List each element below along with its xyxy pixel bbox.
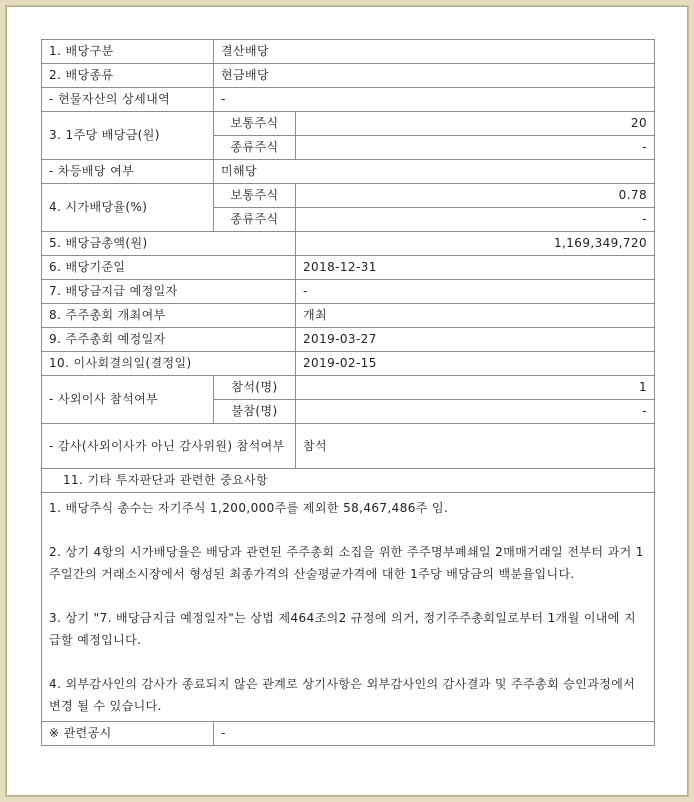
row-value: 현금배당 [214, 64, 655, 88]
row-value: - [296, 280, 655, 304]
row-value: 20 [296, 112, 655, 136]
note-paragraph: 1. 배당주식 총수는 자기주식 1,200,000주를 제외한 58,467,486주 임. [49, 501, 449, 515]
row-value: 2019-03-27 [296, 328, 655, 352]
row-value: 개최 [296, 304, 655, 328]
table-row [42, 64, 655, 88]
sub-label: 종류주식 [214, 136, 296, 160]
row-value: - [296, 208, 655, 232]
row-label: - 감사(사외이사가 아닌 감사위원) 참석여부 [42, 424, 296, 469]
row-label: - 차등배당 여부 [42, 160, 214, 184]
sub-label: 보통주식 [214, 112, 296, 136]
row-label: 7. 배당금지급 예정일자 [42, 280, 296, 304]
row-label: 4. 시가배당율(%) [42, 184, 214, 232]
note-paragraph: 3. 상기 "7. 배당금지급 예정일자"는 상법 제464조의2 규정에 의거, 정기주주총회일로부터 1개월 이내에 지급할 예정입니다. [49, 611, 636, 647]
table-row [42, 280, 655, 304]
table-row [42, 160, 655, 184]
row-label: 5. 배당금총액(원) [42, 232, 296, 256]
table-row [42, 424, 655, 469]
row-value: 2018-12-31 [296, 256, 655, 280]
row-label: 6. 배당기준일 [42, 256, 296, 280]
table-row [42, 256, 655, 280]
sub-label: 참석(명) [214, 376, 296, 400]
row-value: - [214, 88, 655, 112]
note-paragraph: 2. 상기 4항의 시가배당율은 배당과 관련된 주주총회 소집을 위한 주주명부폐쇄일 2매매거래일 전부터 과거 1주일간의 거래소시장에서 형성된 최종가격의 산술평균가격에 대한 1주당 배당금의 백분율입니다. [49, 545, 644, 581]
table-row [42, 722, 655, 746]
table-row [42, 40, 655, 64]
notes-content [42, 493, 655, 722]
notes-title: 11. 기타 투자판단과 관련한 중요사항 [42, 469, 655, 493]
row-value: - [214, 722, 655, 746]
row-label: 9. 주주총회 예정일자 [42, 328, 296, 352]
row-value: 2019-02-15 [296, 352, 655, 376]
table-row [42, 184, 655, 208]
table-row [42, 469, 655, 493]
row-label: ※ 관련공시 [42, 722, 214, 746]
table-row [42, 232, 655, 256]
table-row [42, 112, 655, 136]
table-row [42, 304, 655, 328]
dividend-disclosure-table [41, 39, 655, 746]
sub-label: 불참(명) [214, 400, 296, 424]
row-value: - [296, 136, 655, 160]
row-label: 3. 1주당 배당금(원) [42, 112, 214, 160]
row-label: 10. 이사회결의일(결정일) [42, 352, 296, 376]
table-row [42, 328, 655, 352]
row-value: 미해당 [214, 160, 655, 184]
row-label: - 사외이사 참석여부 [42, 376, 214, 424]
row-value: 1,169,349,720 [296, 232, 655, 256]
row-value: - [296, 400, 655, 424]
row-label: 1. 배당구분 [42, 40, 214, 64]
table-row [42, 493, 655, 722]
row-label: 2. 배당종류 [42, 64, 214, 88]
row-label: - 현물자산의 상세내역 [42, 88, 214, 112]
row-value: 0.78 [296, 184, 655, 208]
sub-label: 보통주식 [214, 184, 296, 208]
row-value: 1 [296, 376, 655, 400]
table-row [42, 352, 655, 376]
row-value: 결산배당 [214, 40, 655, 64]
note-paragraph: 4. 외부감사인의 감사가 종료되지 않은 관계로 상기사항은 외부감사인의 감사결과 및 주주총회 승인과정에서 변경 될 수 있습니다. [49, 677, 636, 713]
table-row [42, 376, 655, 400]
table-row [42, 88, 655, 112]
row-label: 8. 주주총회 개최여부 [42, 304, 296, 328]
sub-label: 종류주식 [214, 208, 296, 232]
row-value: 참석 [296, 424, 655, 469]
